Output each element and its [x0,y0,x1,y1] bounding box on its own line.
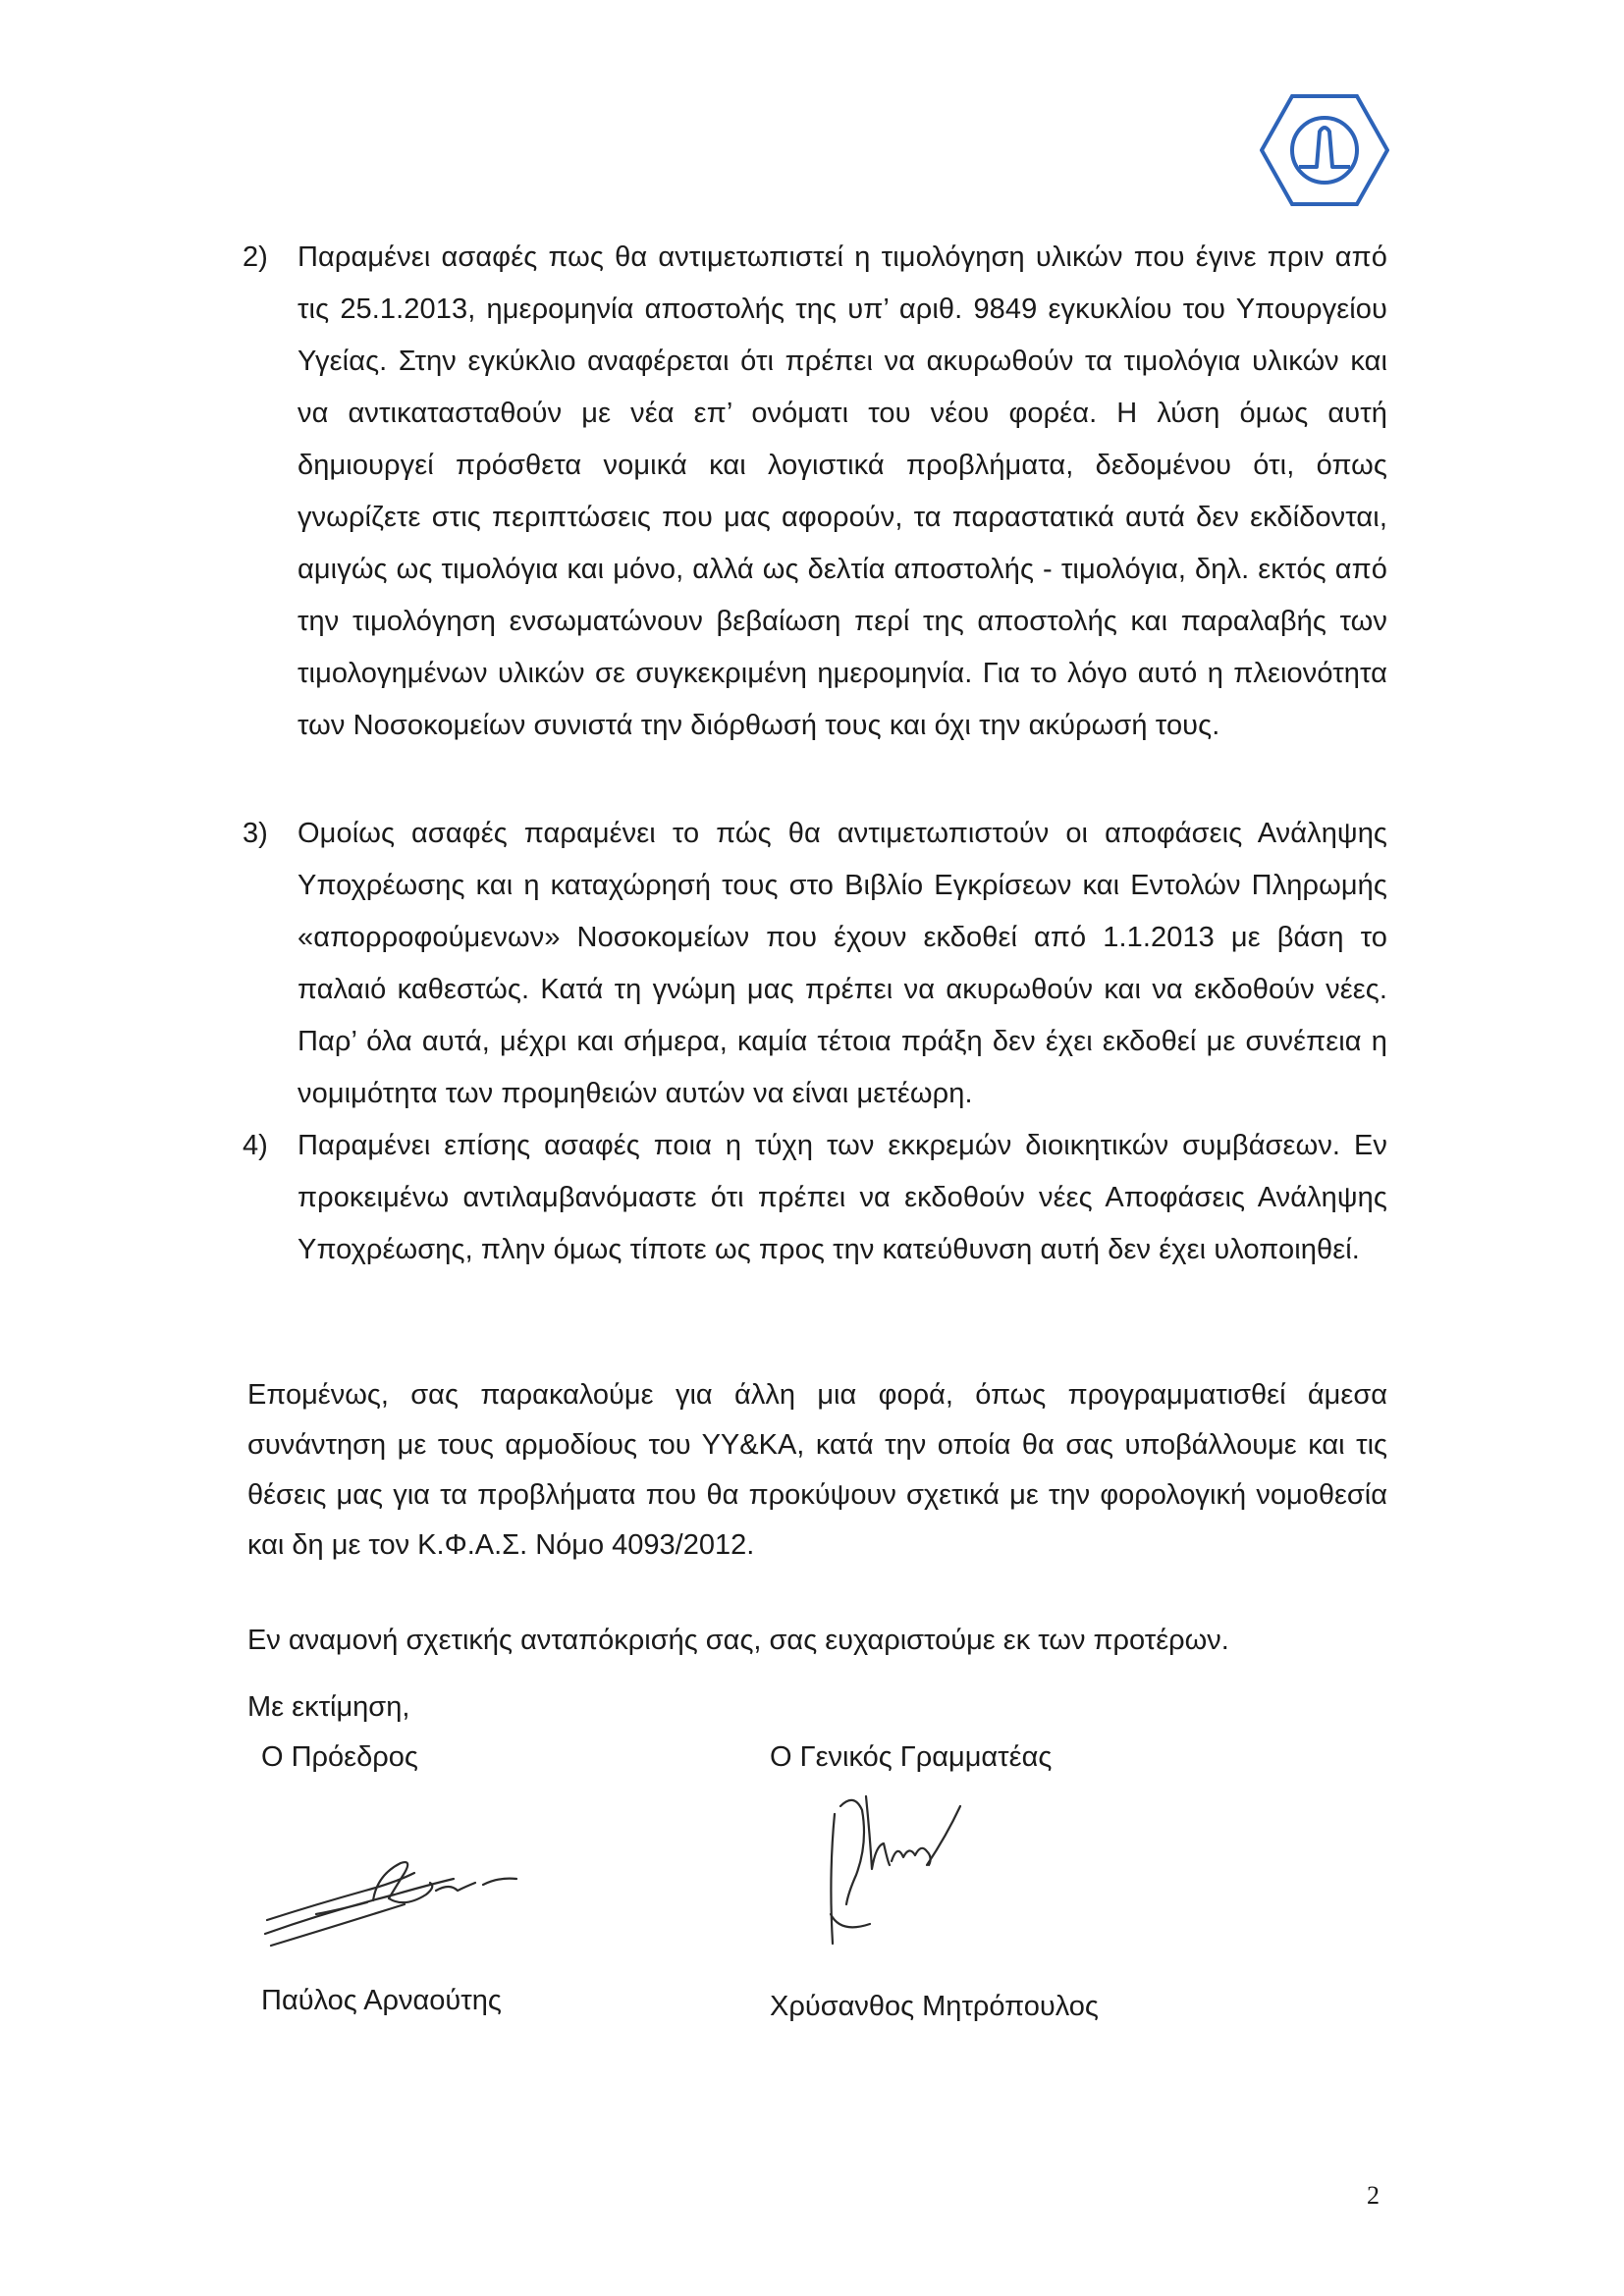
hexagon-logo-icon [1260,94,1389,206]
secretary-name: Χρύσανθος Μητρόπουλος [770,1991,1099,2022]
item-text: Παραμένει επίσης ασαφές ποια η τύχη των εκκρεμών διοικητικών συμβάσεων. Εν προκειμένω αντιλαμβανόμαστε ότι πρέπει να εκδοθούν νέες Αποφάσεις Ανάληψης Υποχρέωσης, πλην όμως τίποτε ως προς την κατεύθυνση αυτή δεν έχει υλοποιηθεί. [298,1130,1387,1265]
item-number: 4) [243,1130,268,1161]
page-number: 2 [1367,2181,1380,2210]
request-paragraph: Επομένως, σας παρακαλούμε για άλλη μια φορά, όπως προγραμματισθεί άμεσα συνάντηση με τους αρμοδίους του ΥΥ&ΚΑ, κατά την οποία θα σας υποβάλλουμε και τις θέσεις μας για τα προβλήματα που θα προκύψουν σχετικά με την φορολογική νομοθεσία και δη με τον Κ.Φ.Α.Σ. Νόμο 4093/2012. [247,1379,1387,1561]
closing-line: Εν αναμονή σχετικής ανταπόκρισής σας, σας ευχαριστούμε εκ των προτέρων. [247,1625,1229,1656]
item-number: 3) [243,818,268,849]
regards-line: Με εκτίμηση, [247,1691,410,1723]
list-item [243,232,1387,752]
president-name: Παύλος Αρναούτης [261,1985,502,2016]
secretary-title: Ο Γενικός Γραμματέας [770,1741,1053,1773]
item-text: Παραμένει ασαφές πως θα αντιμετωπιστεί η τιμολόγηση υλικών που έγινε πριν από τις 25.1.2013, ημερομηνία αποστολής της υπ’ αριθ. 9849 εγκυκλίου του Υπουργείου Υγείας. Στην εγκύκλιο αναφέρεται ότι πρέπει να ακυρωθούν τα τιμολόγια υλικών και να αντικατασταθούν με νέα επ’ ονόματι του νέου φορέα. Η λύση όμως αυτή δημιουργεί πρόσθετα νομικά και λογιστικά προβλήματα, δεδομένου ότι, όπως γνωρίζετε στις περιπτώσεις που μας αφορούν, τα παραστατικά αυτά δεν εκδίδονται, αμιγώς ως τιμολόγια και μόνο, αλλά ως δελτία αποστολής - τιμολόγια, δηλ. εκτός από την τιμολόγηση ενσωματώνουν βεβαίωση περί της αποστολής και παραλαβής των τιμολογημένων υλικών σε συγκεκριμένη ημερομηνία. Για το λόγο αυτό η πλειονότητα των Νοσοκομείων συνιστά την διόρθωσή τους και όχι την ακύρωσή τους. [298,241,1387,741]
list-item [243,808,1387,1120]
president-signature [257,1843,532,1951]
secretary-signature [811,1767,988,1963]
item-number: 2) [243,241,268,273]
president-title: Ο Πρόεδρος [261,1741,418,1773]
list-item [243,1120,1387,1276]
item-text: Ομοίως ασαφές παραμένει το πώς θα αντιμετωπιστούν οι αποφάσεις Ανάληψης Υποχρέωσης και η καταχώρησή τους στο Βιβλίο Εγκρίσεων και Εντολών Πληρωμής «απορροφούμενων» Νοσοκομείων που έχουν εκδοθεί από 1.1.2013 με βάση το παλαιό καθεστώς. Κατά τη γνώμη μας πρέπει να ακυρωθούν και να εκδοθούν νέες. Παρ’ όλα αυτά, μέχρι και σήμερα, καμία τέτοια πράξη δεν έχει εκδοθεί με συνέπεια η νομιμότητα των προμηθειών αυτών να είναι μετέωρη. [298,818,1387,1109]
